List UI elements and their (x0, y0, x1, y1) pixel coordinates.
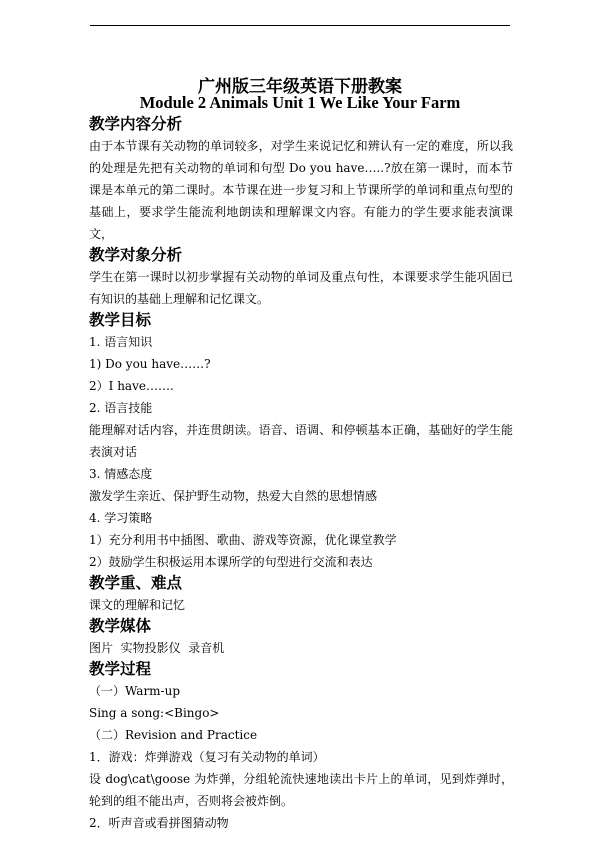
objective-line: 1) Do you have……? (89, 357, 211, 371)
objective-line: 1）充分利用书中插图、歌曲、游戏等资源，优化课堂教学 (89, 533, 397, 547)
process-line: 2．听声音或看拼图猜动物 (89, 816, 229, 830)
document-title: 广州版三年级英语下册教案 (198, 77, 402, 97)
objective-line: 能理解对话内容，并连贯朗读。语音、语调、和停顿基本正确，基础好的学生能表演对话 (89, 423, 513, 459)
process-line: （二）Revision and Practice (89, 728, 258, 742)
objective-line: 激发学生亲近、保护野生动物，热爱大自然的思想情感 (89, 489, 378, 503)
objective-line: 3. 情感态度 (89, 467, 153, 481)
section-heading-key-points: 教学重、难点 (89, 573, 183, 592)
section-heading-objectives: 教学目标 (89, 310, 152, 329)
process-line: （一）Warm-up (89, 684, 181, 698)
section-heading-content-analysis: 教学内容分析 (89, 114, 183, 133)
paragraph-content-analysis: 由于本节课有关动物的单词较多，对学生来说记忆和辨认有一定的难度，所以我的处理是先把有关动物的单词和句型 Do you have…..?放在第一课时，而本节课是本单元的第二课时。本节课在进一步复习和上节课所学的单词和重点句型的基础上，要求学生能流利地朗读和理解课文内容。有能力的学生要求能表演课文， (89, 139, 513, 241)
section-heading-audience-analysis: 教学对象分析 (89, 245, 183, 264)
objective-line: 2）I have……. (89, 379, 174, 393)
process-line: 1．游戏：炸弹游戏（复习有关动物的单词） (89, 750, 325, 764)
process-line: Sing a song:<Bingo> (89, 706, 220, 720)
document-subtitle: Module 2 Animals Unit 1 We Like Your Farm (139, 93, 461, 112)
section-heading-process: 教学过程 (89, 659, 152, 678)
document-body (89, 114, 513, 834)
paragraph-audience-analysis: 学生在第一课时以初步掌握有关动物的单词及重点句性，本课要求学生能巩固已有知识的基础上理解和记忆课文。 (89, 270, 513, 306)
paragraph-key-points: 课文的理解和记忆 (89, 598, 186, 612)
paragraph-media: 图片 实物投影仪 录音机 (89, 641, 225, 655)
process-line: 设 dog\cat\goose 为炸弹，分组轮流快速地读出卡片上的单词，见到炸弹时，轮到的组不能出声，否则将会被炸倒。 (89, 772, 513, 808)
objective-line: 4. 学习策略 (89, 511, 153, 525)
objective-line: 2）鼓励学生积极运用本课所学的句型进行交流和表达 (89, 555, 373, 569)
header-rule (90, 25, 510, 26)
objective-line: 1. 语言知识 (89, 335, 153, 349)
objective-line: 2. 语言技能 (89, 401, 153, 415)
section-heading-media: 教学媒体 (89, 616, 152, 635)
